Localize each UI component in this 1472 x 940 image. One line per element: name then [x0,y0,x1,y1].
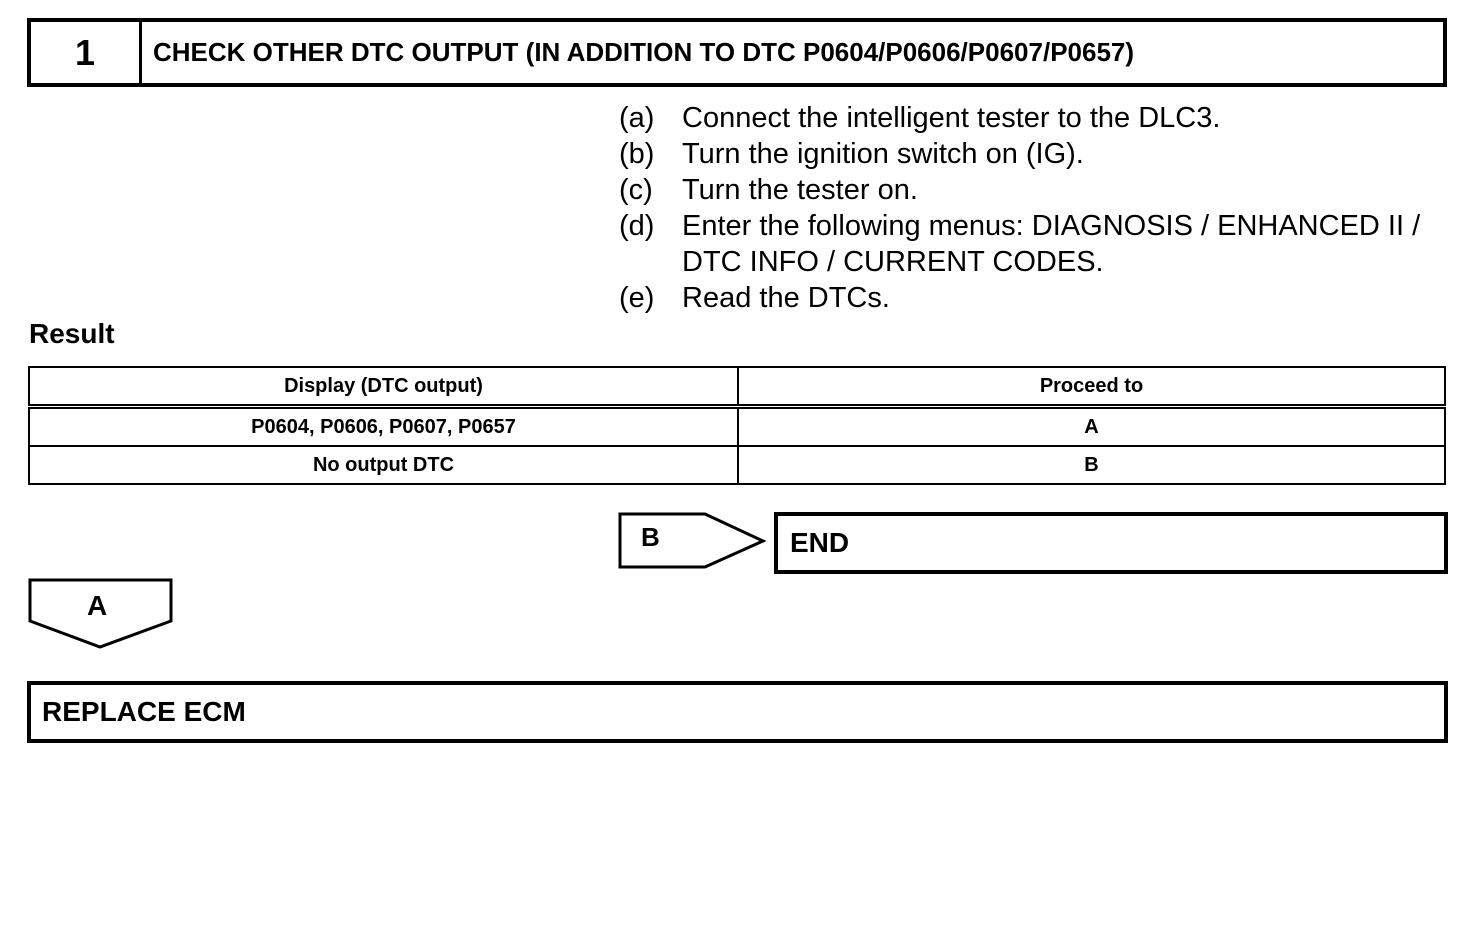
instruction-letter: (e) [619,282,655,314]
instruction-text: Turn the tester on. [682,174,918,206]
instruction-letter: (a) [619,102,655,134]
instruction-text: Read the DTCs. [682,282,890,314]
instruction-text: Turn the ignition switch on (IG). [682,138,1084,170]
branch-a-label: A [87,590,108,621]
branch-b-label: B [641,522,660,552]
replace-ecm-box: REPLACE ECM [27,681,1448,743]
table-cell-display: P0604, P0606, P0607, P0657 [29,407,738,447]
instruction-text: Connect the intelligent tester to the DLC3. [682,102,1221,134]
table-cell-display: No output DTC [29,446,738,484]
step-number: 1 [31,22,142,83]
instruction-letter: (b) [619,138,655,170]
instruction-letter: (d) [619,210,655,242]
column-header-display: Display (DTC output) [29,367,738,407]
instruction-letter: (c) [619,174,653,206]
column-header-proceed: Proceed to [738,367,1445,407]
step-title: CHECK OTHER DTC OUTPUT (IN ADDITION TO DTC P0604/P0606/P0607/P0657) [153,37,1135,67]
end-box: END [774,512,1448,574]
instruction-text: Enter the following menus: DIAGNOSIS / ENHANCED II / DTC INFO / CURRENT CODES. [682,210,1421,278]
table-cell-proceed: A [738,407,1445,447]
result-heading: Result [29,318,115,349]
table-cell-proceed: B [738,446,1445,484]
